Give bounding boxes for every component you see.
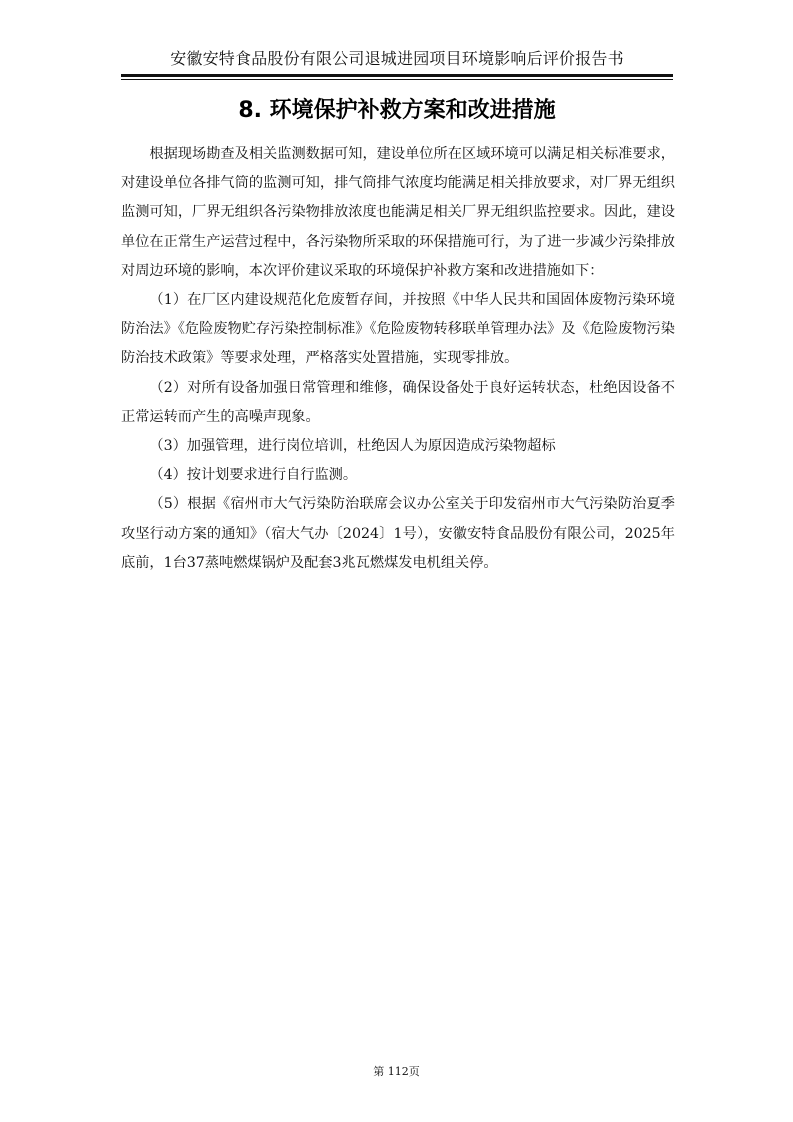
paragraph-measure-1: （1）在厂区内建设规范化危废暂存间，并按照《中华人民共和国固体废物污染环境防治法》《危险废物贮存污染控制标准》《危险废物转移联单管理办法》及《危险废物污染防治技术政策》等要求处理，严格落实处置措施，实现零排放。 — [121, 292, 675, 367]
document-header: 安徽安特食品股份有限公司退城进园项目环境影响后评价报告书 — [170, 49, 624, 68]
header-rule-thin — [121, 79, 673, 80]
paragraph-measure-4: （4）按计划要求进行自行监测。 — [149, 467, 358, 484]
page-number: 第 112页 — [373, 1065, 420, 1078]
paragraph-measure-5: （5）根据《宿州市大气污染防治联席会议办公室关于印发宿州市大气污染防治夏季攻坚行动方案的通知》（宿大气办〔2024〕1号），安徽安特食品股份有限公司，2025年底前，1台37蒸吨燃煤锅炉及配套3兆瓦燃煤发电机组关停。 — [121, 496, 675, 571]
body-text — [121, 140, 675, 578]
section-title: 8. 环境保护补救方案和改进措施 — [238, 98, 556, 123]
paragraph-intro: 根据现场勘查及相关监测数据可知，建设单位所在区域环境可以满足相关标准要求，对建设单位各排气筒的监测可知，排气筒排气浓度均能满足相关排放要求，对厂界无组织监测可知，厂界无组织各污染物排放浓度也能满足相关厂界无组织监控要求。因此，建设单位在正常生产运营过程中，各污染物所采取的环保措施可行，为了进一步减少污染排放对周边环境的影响，本次评价建议采取的环境保护补救方案和改进措施如下： — [121, 146, 675, 279]
paragraph-measure-2: （2）对所有设备加强日常管理和维修，确保设备处于良好运转状态，杜绝因设备不正常运转而产生的高噪声现象。 — [121, 379, 675, 425]
header-rule-thick — [121, 74, 673, 77]
paragraph-measure-3: （3）加强管理，进行岗位培训，杜绝因人为原因造成污染物超标 — [149, 438, 556, 455]
